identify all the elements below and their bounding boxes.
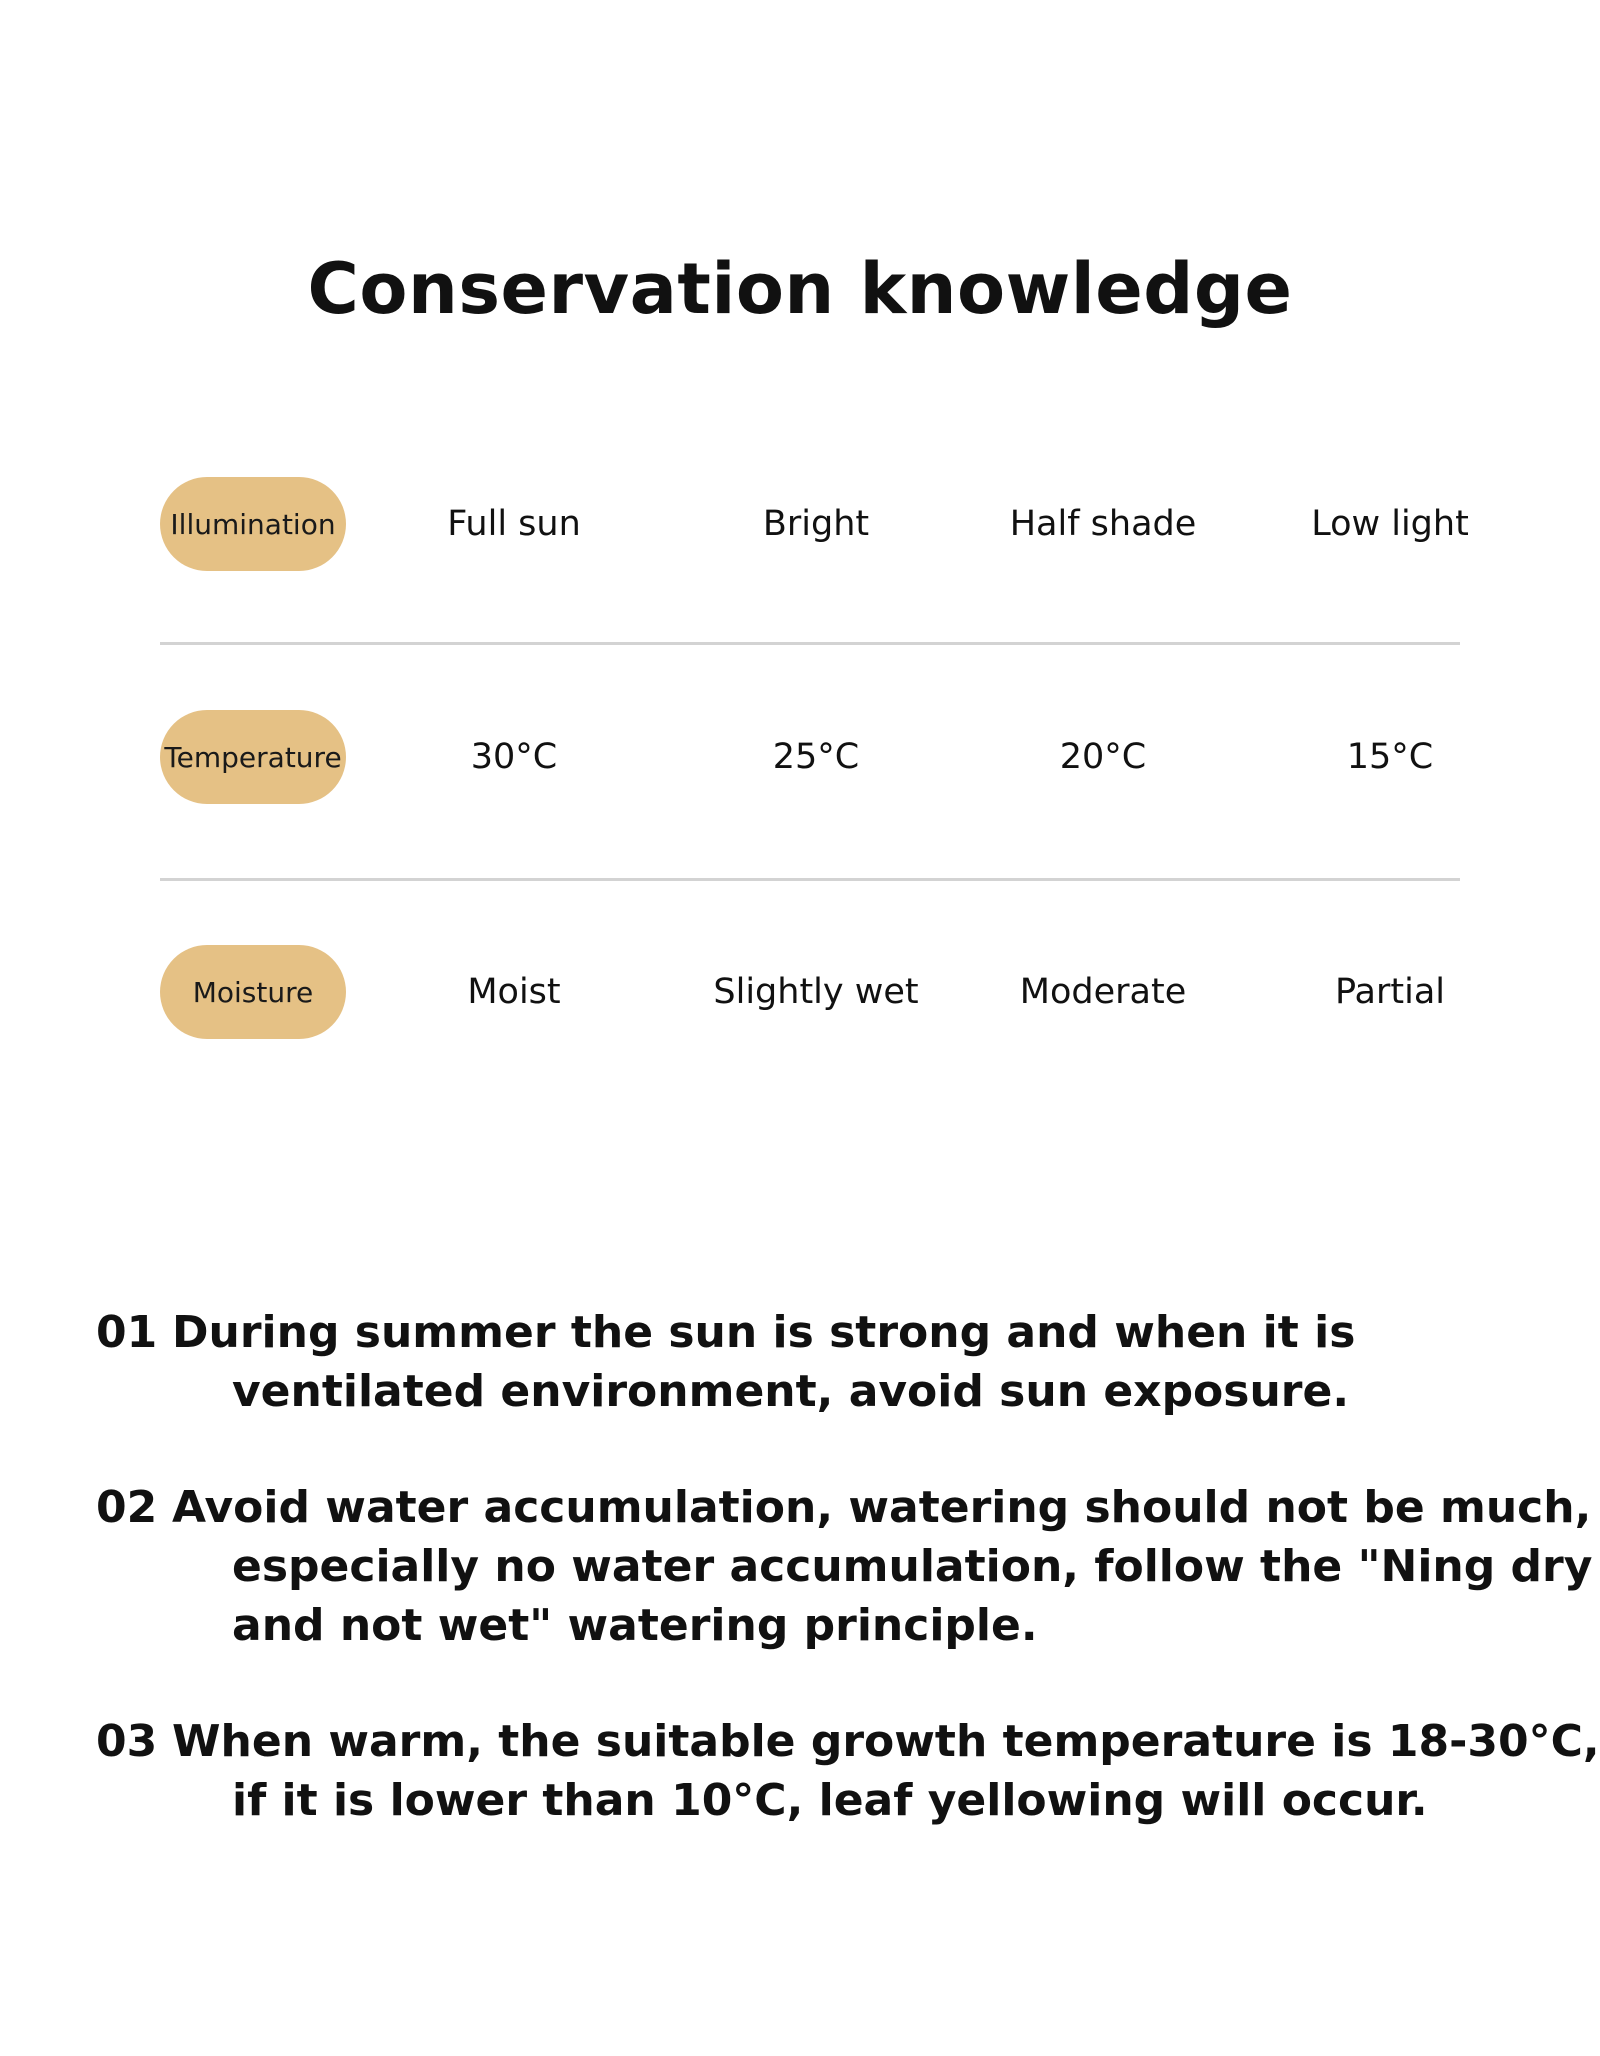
temperature-value: 20°C — [1059, 737, 1147, 777]
illumination-badge: Illumination — [160, 477, 346, 571]
moisture-badge: Moisture — [160, 945, 346, 1039]
illumination-value: Bright — [762, 504, 870, 544]
row-divider — [160, 878, 1460, 881]
illumination-value: Full sun — [447, 504, 581, 544]
moisture-value: Moderate — [1019, 972, 1187, 1012]
temperature-badge: Temperature — [160, 710, 346, 804]
note-text: When warm, the suitable growth temperature is 18-30°C, if it is lower than 10°C, leaf yellowing will occur. — [172, 1716, 1600, 1826]
temperature-value: 15°C — [1346, 737, 1434, 777]
temperature-value: 30°C — [470, 737, 558, 777]
temperature-row — [160, 710, 1460, 804]
row-divider — [160, 642, 1460, 645]
page-title: Conservation knowledge — [307, 248, 1293, 330]
care-note: 01 During summer the sun is strong and when it is ventilated environment, avoid sun exposure. — [96, 1307, 1356, 1417]
moisture-value: Moist — [467, 972, 561, 1012]
note-text: Avoid water accumulation, watering should not be much, especially no water accumulation, follow the "Ning dry and not wet" watering principle. — [172, 1482, 1593, 1651]
care-note: 02 Avoid water accumulation, watering should not be much, especially no water accumulation, follow the "Ning dry and not wet" watering principle. — [96, 1482, 1593, 1651]
temperature-value: 25°C — [772, 737, 860, 777]
moisture-value: Partial — [1335, 972, 1445, 1012]
care-note: 03 When warm, the suitable growth temperature is 18-30°C, if it is lower than 10°C, leaf yellowing will occur. — [96, 1716, 1600, 1826]
note-text: During summer the sun is strong and when it is ventilated environment, avoid sun exposure. — [172, 1307, 1356, 1417]
illumination-row — [160, 477, 1469, 571]
moisture-value: Slightly wet — [713, 972, 919, 1012]
illumination-value: Half shade — [1009, 504, 1197, 544]
illumination-value: Low light — [1311, 504, 1469, 544]
moisture-row — [160, 945, 1460, 1039]
